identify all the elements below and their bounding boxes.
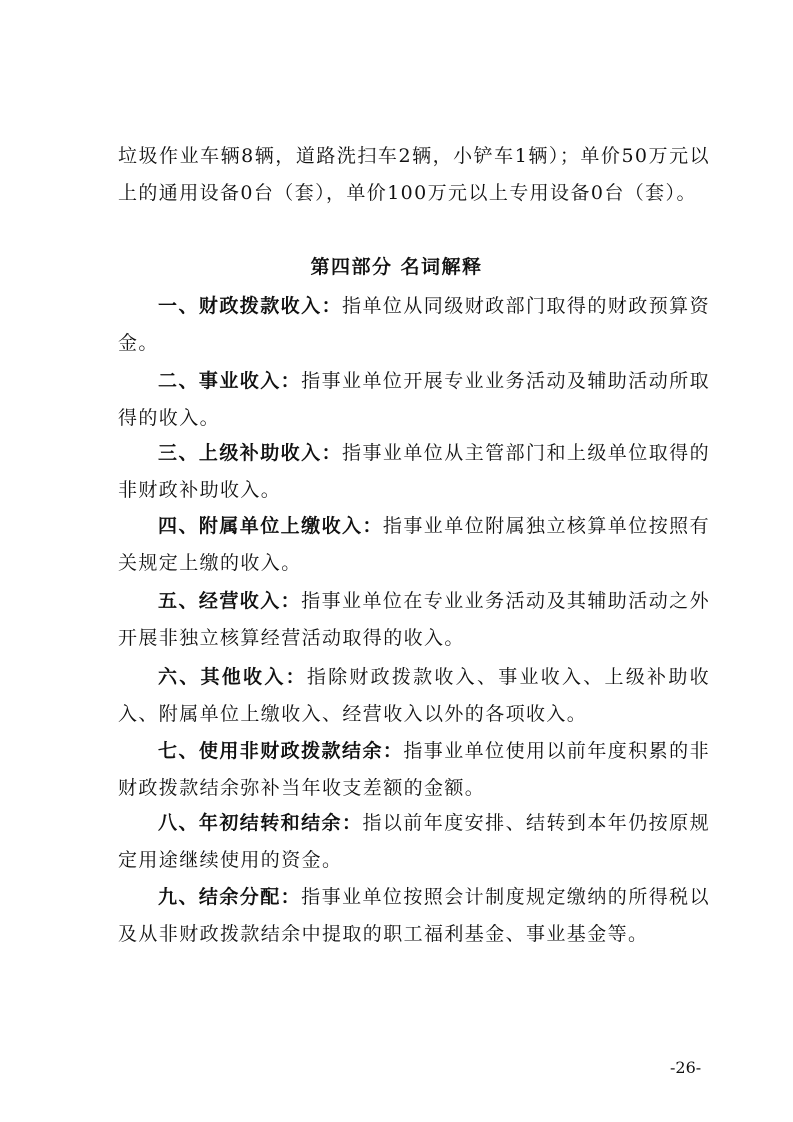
definition-text: 指事业单位按照会计制度规定缴纳的所得税以及从非财政拨款结余中提取的职工福利基金、事业基金等。: [118, 886, 710, 945]
definition-text: 指单位从同级财政部门取得的财政预算资金。: [118, 295, 710, 354]
definition-term: 三、上级补助收入：: [158, 442, 343, 464]
definition-term: 一、财政拨款收入：: [158, 295, 343, 317]
definition-6: [118, 659, 710, 733]
definition-text: 指事业单位使用以前年度积累的非财政拨款结余弥补当年收支差额的金额。: [118, 740, 710, 799]
definition-9: [118, 879, 710, 953]
definition-term: 二、事业收入：: [158, 370, 302, 392]
definition-text: 指事业单位在专业业务活动及其辅助活动之外开展非独立核算经营活动取得的收入。: [118, 590, 710, 649]
definition-8: [118, 805, 710, 879]
definition-term: 五、经营收入：: [158, 590, 302, 612]
definition-5: [118, 583, 710, 657]
definition-3: [118, 435, 710, 509]
definition-text: 指事业单位从主管部门和上级单位取得的非财政补助收入。: [118, 442, 710, 501]
definition-text: 指除财政拨款收入、事业收入、上级补助收入、附属单位上缴收入、经营收入以外的各项收入。: [118, 666, 710, 725]
definition-text: 指事业单位开展专业业务活动及辅助活动所取得的收入。: [118, 370, 710, 429]
definition-1: [118, 288, 710, 362]
definition-7: [118, 733, 710, 807]
definition-4: [118, 508, 710, 582]
section-title: 第四部分 名词解释: [310, 256, 483, 278]
definition-term: 七、使用非财政拨款结余：: [158, 740, 404, 762]
definition-term: 八、年初结转和结余：: [158, 812, 363, 834]
definition-term: 九、结余分配：: [158, 886, 302, 908]
definition-2: [118, 363, 710, 437]
definition-text: 指事业单位附属独立核算单位按照有关规定上缴的收入。: [118, 515, 710, 574]
definition-term: 六、其他收入：: [158, 666, 307, 688]
page-number: -26-: [670, 1058, 702, 1077]
definition-term: 四、附属单位上缴收入：: [158, 515, 383, 537]
definition-text: 指以前年度安排、结转到本年仍按原规定用途继续使用的资金。: [118, 812, 710, 871]
intro-paragraph: 垃圾作业车辆8辆，道路洗扫车2辆，小铲车1辆）；单价50万元以上的通用设备0台（套），单价100万元以上专用设备0台（套）。: [118, 145, 710, 204]
